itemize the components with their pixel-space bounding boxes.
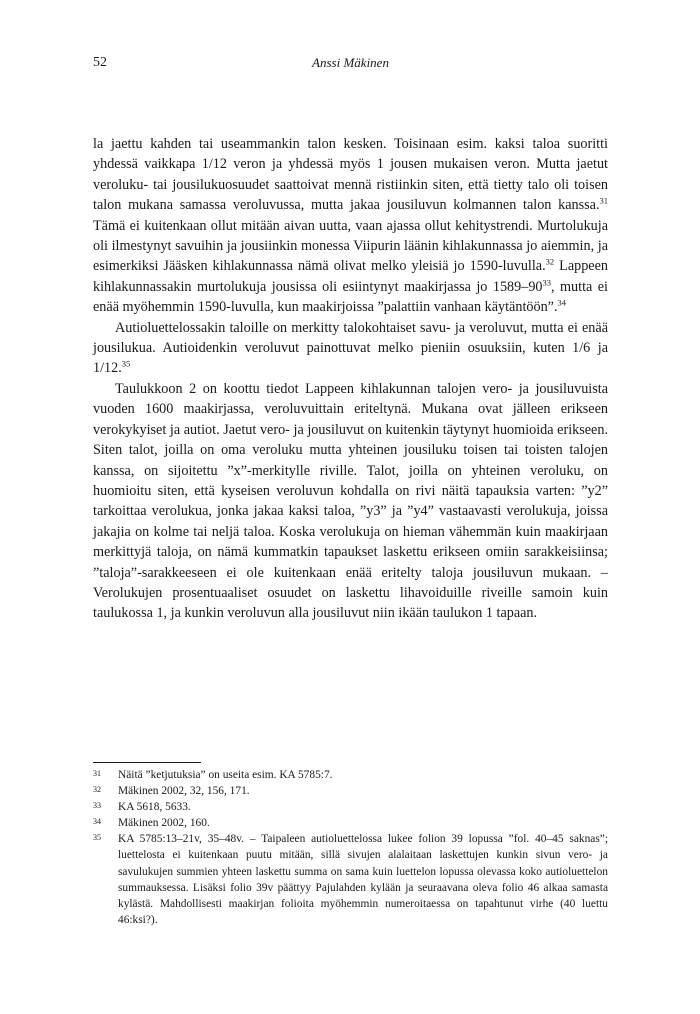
footnote [93,831,608,928]
footnote [93,767,608,783]
page-header [93,55,608,73]
footnote-ref: 32 [545,256,555,267]
footnote-number: 35 [93,833,101,843]
running-head: Anssi Mäkinen [312,55,389,70]
footnote-ref: 33 [542,277,552,288]
paragraph-text: la jaettu kahden tai useammankin talon kesken. Toisinaan esim. kaksi taloa suoritti yhdessä vaikkapa 1/12 veron ja yhdessä myös 1 jousen mukaisen veron. Mutta jaetut veroluku- tai jousilukuosuudet saattoivat mennä ristiinkin siten, että tietty talo oli toisen talon mukana samassa veroluvussa, mutta jakaa jousiluvun kolmannen talon kanssa. [93,136,608,214]
footnote [93,815,608,831]
footnotes [93,767,608,928]
footnote [93,799,608,815]
footnote-rule [93,762,201,763]
footnote-number: 33 [93,801,101,811]
footnote-ref: 35 [121,358,131,369]
footnote-ref: 31 [599,195,608,206]
footnote-text: KA 5618, 5633. [118,801,191,814]
paragraph-text: Tämä ei kuitenkaan ollut mitään aivan uutta, vaan ajassa ollut kehitystrendi. Murtolukuja oli ilmestynyt savuihin ja jousiinkin monessa Viipurin läänin kihlakunnassa jo aiemmin, ja esimerkiksi Jääsken kihlakunnassa nämä olivat melko yleisiä jo 1590-luvulla. [93,217,608,275]
paragraph-text: , mutta ei enää myöhemmin 1590-luvulla, kun maakirjoissa ”palattiin vanhaan käytäntöön”. [93,278,609,316]
body-paragraph [93,134,608,318]
paragraph-text: Lappeen kihlakunnassakin murtolukuja jousissa oli esiintynyt maakirjassa jo 1589–90 [93,258,608,295]
footnote-text: KA 5785:13–21v, 35–48v. – Taipaleen autioluettelossa lukee folion 39 lopussa ”fol. 40–45 saknas”; luettelosta ei kuitenkaan puutu mitään, sillä sivujen alalaitaan laskettujen kunkin sivun vero- ja savulukujen summien yhteen laskettu summa on sama kuin luettelon lopussa olevassa koko autioluettelon summauksessa. Lisäksi folio 39v päättyy Pajulahden kylään ja seuraavana oleva folio 46 alkaa samasta kylästä. Mahdollisesti maakirjan folioita myöhemmin numeroitaessa on tapahtunut virhe (40 luettu 46:ksi?). [118,833,608,926]
body-text [93,134,608,624]
footnote-number: 32 [93,785,101,795]
paragraph-text: Taulukkoon 2 on koottu tiedot Lappeen kihlakunnan talojen vero- ja jousiluvuista vuoden 1600 maakirjassa, veroluvuittain eriteltynä. Mukana ovat jälleen erikseen verokykyiset ja autiot. Jaetut vero- ja jousiluvut on kuitenkin täytynyt huomioida erikseen. Siten talot, joilla on oma veroluku mutta yhteinen jousiluku toisen tai toisten talojen kanssa, on sijoitettu ”x”-merkitylle riville. Talot, joilla on yhteinen veroluku, on huomioitu siten, että kyseisen veroluvun kohdalla on rivi näitä tapauksia varten: ”y2” tarkoittaa verolukua, jonka jakaa kaksi taloa, ”y3” ja ”y4” vastaavasti verolukuja, joissa jakajia on kolme tai neljä taloa. Koska verolukuja on hieman vähemmän kuin maakirjaan merkittyjä taloja, on nämä kummatkin tapaukset laskettu erikseen omiin sarakkeisiinsa; ”taloja”-sarakkeeseen ei ole kuitenkaan enää eritelty taloja jousiluvun mukaan. – Verolukujen prosentuaaliset osuudet on laskettu lihavoiduille riveille samoin kuin taulukossa 1, ja kunkin veroluvun alla jousiluvut niin ikään taulukon 1 tapaan. [93,380,608,622]
footnote-text: Mäkinen 2002, 160. [118,817,210,830]
footnote-ref: 34 [557,297,567,308]
footnote-text: Mäkinen 2002, 32, 156, 171. [118,785,250,798]
page-number: 52 [93,55,107,70]
footnote-number: 34 [93,817,101,827]
body-paragraph [93,379,608,624]
footnote-text: Näitä ”ketjutuksia” on useita esim. KA 5785:7. [118,769,333,781]
paragraph-text: Autioluettelossakin taloille on merkitty talokohtaiset savu- ja veroluvut, mutta ei enää jousilukua. Autioidenkin veroluvut painottuvat melko pieniin osuuksiin, kuten 1/6 ja 1/12. [93,319,608,377]
footnote-number: 31 [93,769,101,778]
footnote [93,783,608,799]
body-paragraph [93,318,608,379]
